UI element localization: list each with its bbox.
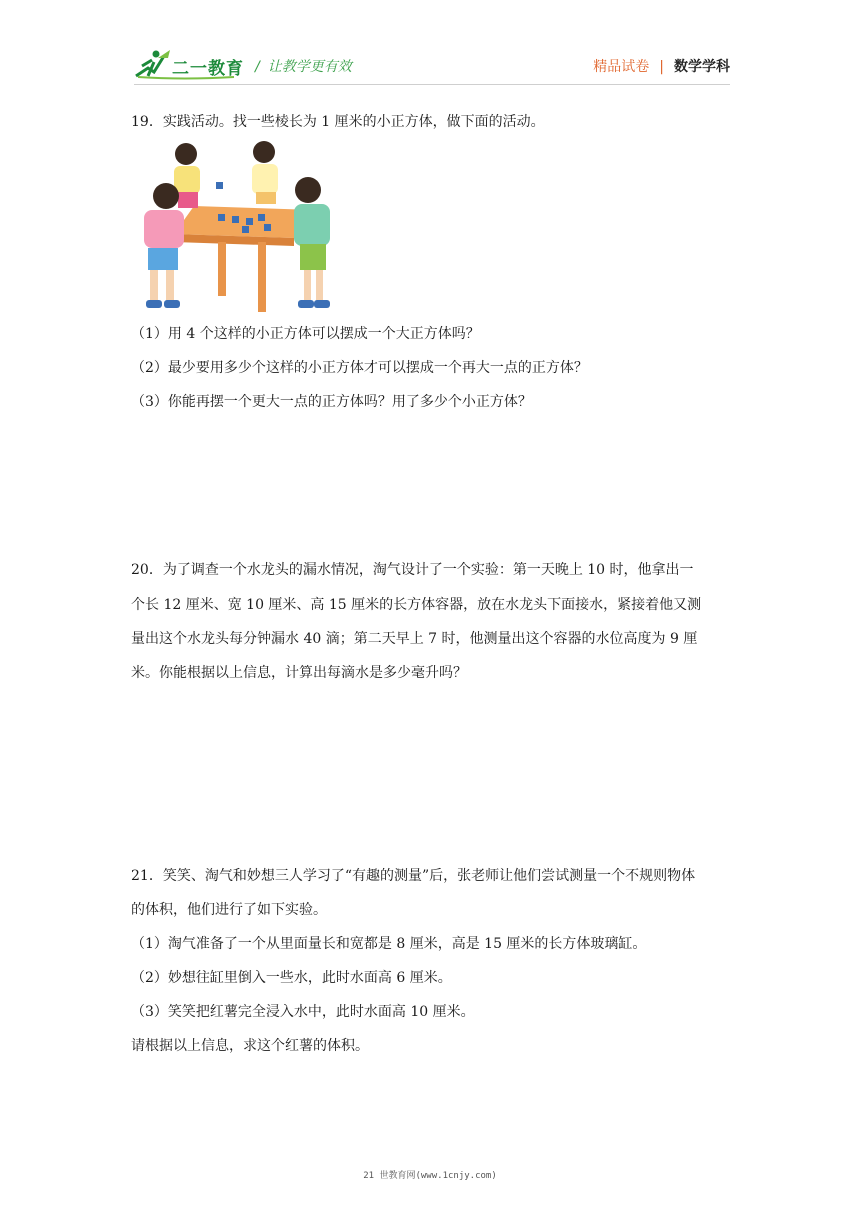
q19-item-3: （3）你能再摆一个更大一点的正方体吗？用了多少个小正方体？ bbox=[131, 394, 532, 410]
q19-item-1: （1）用 4 个这样的小正方体可以摆成一个大正方体吗？ bbox=[131, 326, 480, 342]
q21-item-3: （3）笑笑把红薯完全浸入水中，此时水面高 10 厘米。 bbox=[131, 1004, 475, 1020]
page-footer: 21 世教育网(www.1cnjy.com) bbox=[363, 1171, 497, 1181]
q21-item-2: （2）妙想往缸里倒入一些水，此时水面高 6 厘米。 bbox=[131, 970, 452, 986]
q20-line-3: 量出这个水龙头每分钟漏水 40 滴；第二天早上 7 时，他测量出这个容器的水位高度为 9 厘 bbox=[131, 631, 698, 647]
header-label-quality: 精品试卷 bbox=[593, 59, 650, 75]
q21-closing: 请根据以上信息，求这个红薯的体积。 bbox=[131, 1038, 369, 1054]
q20-line-1: 20．为了调查一个水龙头的漏水情况，淘气设计了一个实验：第一天晚上 10 时，他拿出一 bbox=[131, 562, 694, 578]
page-header bbox=[0, 0, 860, 90]
slogan-text: 让教学更有效 bbox=[267, 59, 352, 75]
children-cubes-illustration bbox=[134, 138, 344, 318]
q21-line-1: 21．笑笑、淘气和妙想三人学习了“有趣的测量”后，张老师让他们尝试测量一个不规则物体 bbox=[131, 868, 696, 884]
q21-item-1: （1）淘气准备了一个从里面量长和宽都是 8 厘米，高是 15 厘米的长方体玻璃缸。 bbox=[131, 936, 647, 952]
q20-line-4: 米。你能根据以上信息，计算出每滴水是多少毫升吗？ bbox=[131, 665, 467, 681]
header-labels: 精品试卷 | 数学学科 bbox=[593, 59, 730, 75]
header-divider bbox=[134, 84, 730, 85]
q21-line-2: 的体积，他们进行了如下实验。 bbox=[131, 902, 327, 918]
q19-item-2: （2）最少要用多少个这样的小正方体才可以摆成一个再大一点的正方体？ bbox=[131, 360, 588, 376]
q19-title: 19．实践活动。找一些棱长为 1 厘米的小正方体，做下面的活动。 bbox=[131, 114, 545, 130]
brand-name: 二一教育 bbox=[172, 59, 244, 79]
q20-line-2: 个长 12 厘米、宽 10 厘米、高 15 厘米的长方体容器，放在水龙头下面接水，紧接着他又测 bbox=[131, 597, 702, 613]
header-label-subject: 数学学科 bbox=[674, 59, 730, 75]
brand-slogan: / 让教学更有效 bbox=[255, 59, 352, 75]
